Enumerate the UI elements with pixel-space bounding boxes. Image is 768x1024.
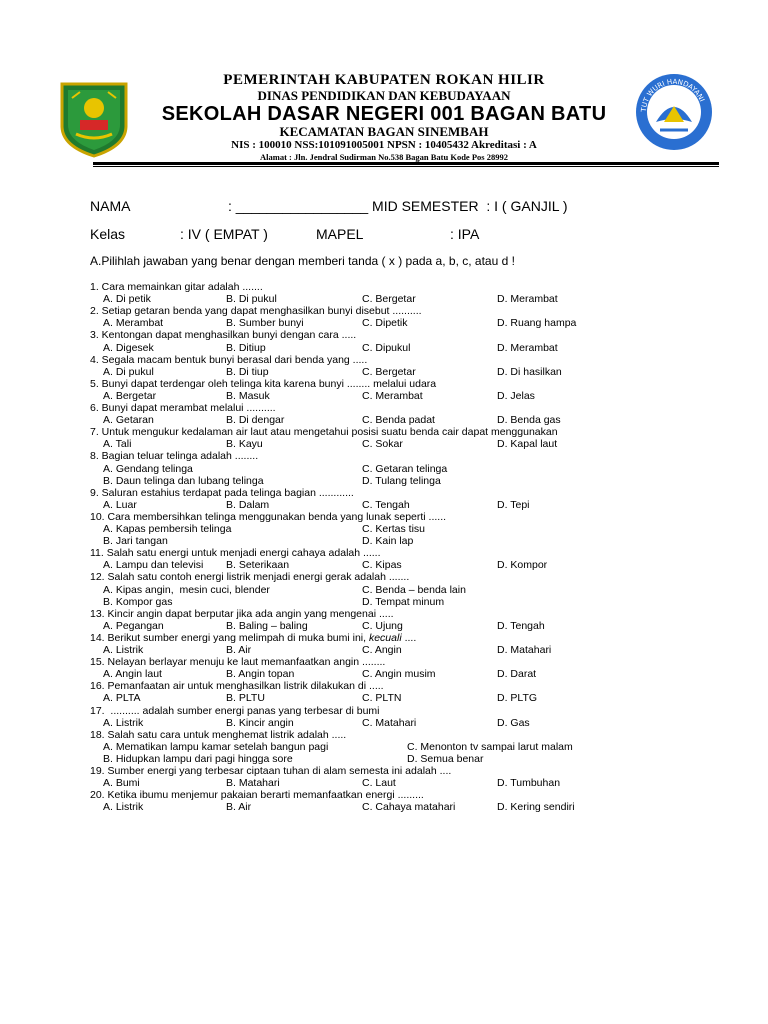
option-d: D. Gas	[497, 716, 530, 729]
class-label: Kelas	[90, 226, 126, 242]
option-d: D. Ruang hampa	[497, 317, 577, 330]
svg-text:TUT WURI HANDAYANI: TUT WURI HANDAYANI	[639, 77, 706, 113]
option-d: D. Kapal laut	[497, 438, 558, 451]
subject-value: : IPA	[450, 226, 480, 242]
option-a: A. Di pukul	[103, 365, 154, 378]
question-text: 16. Pemanfaatan air untuk menghasilkan listrik dilakukan di .....	[90, 680, 384, 693]
option-a: A. Digesek	[103, 341, 154, 354]
header-rule-thick	[93, 162, 719, 165]
tut-wuri-handayani-logo	[634, 72, 714, 152]
option-d: D. Di hasilkan	[497, 365, 562, 378]
question-text	[90, 632, 416, 644]
question-text: 19. Sumber energi yang terbesar ciptaan tuhan di alam semesta ini adalah ....	[90, 765, 452, 777]
option-b: B. Kompor gas	[103, 595, 173, 608]
option-a: A. Kipas angin, mesin cuci, blender	[103, 583, 270, 596]
option-c: C. Angin musim	[362, 668, 436, 681]
option-d: D. Kompor	[497, 559, 548, 572]
question-text: 18. Salah satu cara untuk menghemat listrik adalah .....	[90, 728, 347, 741]
option-a: A. Kapas pembersih telinga	[103, 523, 232, 535]
option-b: B. Masuk	[226, 389, 270, 402]
option-b: B. Di pukul	[226, 293, 277, 306]
option-d: D. Darat	[497, 668, 537, 681]
option-a: A. Luar	[103, 498, 137, 511]
question-text-emphasis: kecuali	[368, 631, 402, 644]
option-d: D. Tempat minum	[362, 595, 445, 608]
question-text: 3. Kentongan dapat menghasilkan bunyi dengan cara .....	[90, 329, 357, 342]
option-a: A. Gendang telinga	[103, 462, 193, 475]
option-b: B. Air	[226, 644, 252, 656]
option-d: D. Kain lap	[362, 535, 414, 548]
rokan-hilir-regency-logo	[58, 80, 130, 158]
option-a: A. Listrik	[103, 801, 144, 814]
question-text: 15. Nelayan berlayar menuju ke laut memanfaatkan angin ........	[90, 656, 386, 669]
option-a: A. Bumi	[103, 777, 140, 790]
option-d: D. Kering sendiri	[497, 801, 575, 814]
option-d: D. Tulang telinga	[362, 474, 441, 487]
option-b: B. Daun telinga dan lubang telinga	[103, 474, 264, 487]
option-c: C. Sokar	[362, 438, 403, 451]
question-text: 12. Salah satu contoh energi listrik menjadi energi gerak adalah .......	[90, 571, 410, 584]
option-b: B. Seterikaan	[226, 559, 290, 572]
question-text: 7. Untuk mengukur kedalaman air laut atau mengetahui posisi suatu benda cair dapat menggunakan	[90, 426, 558, 439]
option-c: C. Dipetik	[362, 317, 408, 330]
option-c: C. PLTN	[362, 692, 402, 705]
option-b: B. Dalam	[226, 498, 270, 511]
option-a: A. Angin laut	[103, 668, 162, 681]
school-address: Alamat : Jln. Jendral Sudirman No.538 Bagan Batu Kode Pos 28992	[260, 152, 508, 162]
government-title: PEMERINTAH KABUPATEN ROKAN HILIR	[223, 72, 545, 88]
option-d: D. Jelas	[497, 389, 535, 402]
option-b: B. Kincir angin	[226, 716, 294, 729]
class-value: : IV ( EMPAT )	[180, 226, 268, 242]
option-c: C. Cahaya matahari	[362, 801, 456, 814]
option-d: D. Benda gas	[497, 414, 561, 427]
option-a: A. Bergetar	[103, 389, 157, 402]
letterhead	[0, 0, 768, 170]
option-a: A. Tali	[103, 438, 132, 451]
subject-label: MAPEL	[316, 226, 364, 242]
option-b: B. Angin topan	[226, 668, 295, 681]
option-c: C. Ujung	[362, 619, 403, 632]
option-b: B. Di tiup	[226, 365, 269, 378]
option-b: B. Hidupkan lampu dari pagi hingga sore	[103, 752, 293, 765]
option-b: B. PLTU	[226, 692, 265, 705]
option-b: B. Kayu	[226, 438, 263, 451]
option-b: B. Ditiup	[226, 341, 266, 354]
option-b: B. Air	[226, 801, 252, 814]
option-d: D. Tengah	[497, 619, 545, 632]
question-text: 9. Saluran estahius terdapat pada telinga bagian ............	[90, 486, 354, 499]
option-a: A. PLTA	[103, 692, 141, 705]
question-text: 1. Cara memainkan gitar adalah .......	[90, 281, 263, 293]
question-text: 4. Segala macam bentuk bunyi berasal dari benda yang .....	[90, 353, 368, 366]
option-d: D. Semua benar	[407, 752, 484, 765]
name-label: NAMA	[90, 198, 131, 214]
option-d: D. Merambat	[497, 341, 558, 354]
option-c: C. Menonton tv sampai larut malam	[407, 740, 573, 753]
option-c: C. Laut	[362, 777, 396, 790]
school-name: SEKOLAH DASAR NEGERI 001 BAGAN BATU	[161, 103, 607, 125]
option-d: D. Merambat	[497, 293, 558, 306]
option-b: B. Sumber bunyi	[226, 317, 304, 330]
option-d: D. PLTG	[497, 692, 538, 705]
option-c: C. Kertas tisu	[362, 523, 426, 535]
option-a: A. Di petik	[103, 293, 151, 306]
option-d: D. Matahari	[497, 644, 552, 656]
option-d: D. Tepi	[497, 498, 530, 511]
option-a: A. Lampu dan televisi	[103, 559, 204, 572]
department-title: DINAS PENDIDIKAN DAN KEBUDAYAAN	[257, 88, 511, 103]
option-b: B. Baling – baling	[226, 619, 308, 632]
question-text: 5. Bunyi dapat terdengar oleh telinga kita karena bunyi ........ melalui udara	[90, 377, 437, 390]
option-d: D. Tumbuhan	[497, 777, 561, 790]
question-text-part: 14. Berikut sumber energi yang melimpah di muka bumi ini,	[90, 631, 369, 644]
name-field: : _________________ MID SEMESTER : I ( GANJIL )	[228, 198, 568, 214]
option-a: A. Merambat	[103, 317, 164, 330]
option-a: A. Listrik	[103, 716, 144, 729]
question-text: 8. Bagian teluar telinga adalah ........	[90, 450, 259, 463]
instruction: A.Pilihlah jawaban yang benar dengan memberi tanda ( x ) pada a, b, c, atau d !	[90, 254, 515, 268]
question-text: 13. Kincir angin dapat berputar jika ada angin yang mengenai .....	[90, 607, 394, 620]
question-text: 10. Cara membersihkan telinga menggunakan benda yang lunak seperti ......	[90, 510, 447, 523]
option-c: C. Merambat	[362, 389, 423, 402]
letterhead-text	[130, 72, 638, 162]
question-text: 20. Ketika ibumu menjemur pakaian berarti memanfaatkan energi .........	[90, 789, 424, 802]
option-c: C. Matahari	[362, 716, 417, 729]
school-ids: NIS : 100010 NSS:101091005001 NPSN : 10405432 Akreditasi : A	[231, 139, 537, 151]
option-a: A. Listrik	[103, 644, 144, 656]
question-text: 17. .......... adalah sumber energi panas yang terbesar di bumi	[90, 704, 380, 717]
option-c: C. Benda padat	[362, 414, 435, 427]
option-c: C. Bergetar	[362, 365, 416, 378]
option-a: A. Pegangan	[103, 619, 164, 632]
option-a: A. Getaran	[103, 414, 154, 427]
header-rule-thin	[93, 166, 719, 167]
district-name: KECAMATAN BAGAN SINEMBAH	[279, 124, 489, 139]
question-text: 11. Salah satu energi untuk menjadi energi cahaya adalah ......	[90, 547, 381, 560]
question-text: 2. Setiap getaran benda yang dapat menghasilkan bunyi disebut ..........	[90, 305, 422, 318]
option-b: B. Jari tangan	[103, 535, 168, 548]
option-c: C. Benda – benda lain	[362, 583, 466, 596]
option-c: C. Bergetar	[362, 293, 416, 306]
option-c: C. Angin	[362, 644, 402, 656]
option-b: B. Di dengar	[226, 414, 285, 427]
option-a: A. Mematikan lampu kamar setelah bangun pagi	[103, 740, 329, 753]
question-text-part: ....	[401, 631, 417, 644]
option-c: C. Kipas	[362, 559, 402, 572]
option-c: C. Getaran telinga	[362, 462, 448, 475]
option-c: C. Tengah	[362, 498, 410, 511]
option-b: B. Matahari	[226, 777, 280, 790]
question-text: 6. Bunyi dapat merambat melalui ..........	[90, 402, 276, 414]
option-c: C. Dipukul	[362, 341, 411, 354]
